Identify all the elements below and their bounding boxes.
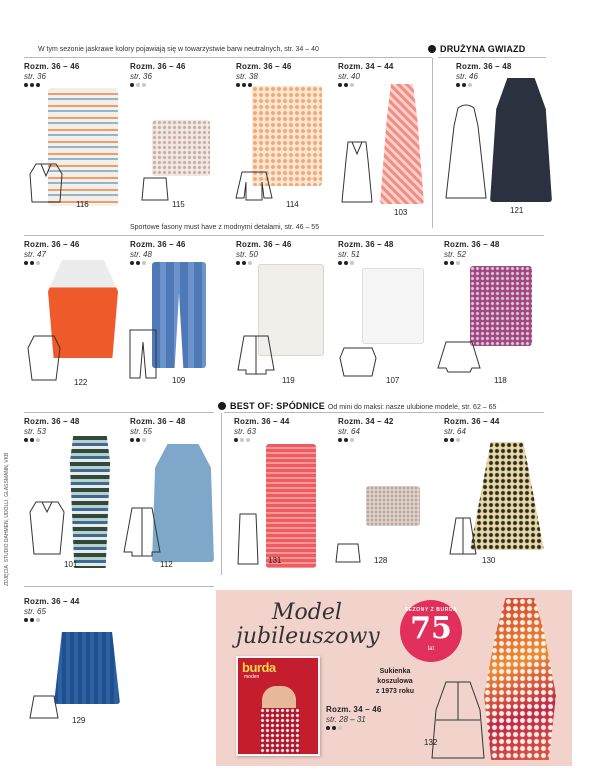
difficulty-dot-filled-icon <box>24 261 28 265</box>
pattern-card-121[interactable] <box>456 62 512 88</box>
promo-subtitle-line2: z 1973 roku <box>375 688 415 695</box>
badge-unit: lat <box>427 646 435 652</box>
section-note-sport: Sportowe fasony must have z modnymi detalami, str. 46 – 55 <box>130 224 320 231</box>
badge-caption: SEZONY Z BURDĄ <box>404 607 458 613</box>
page-ref: str. 53 <box>24 427 46 436</box>
pattern-card-115[interactable] <box>130 62 186 88</box>
page-ref: str. 48 <box>130 250 152 259</box>
difficulty-dot-filled-icon <box>130 438 134 442</box>
promo-subtitle <box>362 667 428 697</box>
garment-sketch <box>338 346 378 378</box>
difficulty-dots <box>24 618 80 623</box>
promo-subtitle-line1: Sukienka koszulowa <box>377 668 413 685</box>
size-range: Rozm. 34 – 46 <box>326 705 382 714</box>
difficulty-dot-filled-icon <box>130 261 134 265</box>
pattern-card-116[interactable] <box>24 62 80 88</box>
page-ref: str. 64 <box>444 427 466 436</box>
size-range: Rozm. 36 – 46 <box>24 62 80 71</box>
garment-photo-dress <box>380 84 424 204</box>
photo-credit: ZDJĘCIA: STUDIO DAHMEN, UDOLLI, GLASSMANN, VKB <box>4 452 10 586</box>
garment-photo-hoodie-dress <box>490 78 552 202</box>
size-range: Rozm. 36 – 44 <box>24 597 80 606</box>
garment-sketch <box>430 680 486 760</box>
difficulty-dot-filled-icon <box>236 83 240 87</box>
model-number: 132 <box>424 738 438 747</box>
size-range: Rozm. 34 – 44 <box>338 62 394 71</box>
size-range: Rozm. 36 – 46 <box>130 62 186 71</box>
difficulty-dots <box>130 438 186 443</box>
magazine-brand-logo: burda <box>242 660 276 675</box>
difficulty-dot-empty-icon <box>36 261 40 265</box>
promo-title-line2: jubileuszowy <box>236 624 380 649</box>
garment-photo-jacket <box>470 266 532 346</box>
garment-sketch <box>26 160 66 206</box>
garment-sketch <box>334 542 362 564</box>
size-range: Rozm. 36 – 48 <box>444 240 500 249</box>
size-range: Rozm. 34 – 42 <box>338 417 394 426</box>
magazine-brand-sub: moden <box>244 674 260 680</box>
difficulty-dot-filled-icon <box>30 83 34 87</box>
magazine-cover-image <box>236 656 320 756</box>
page-ref: str. 50 <box>236 250 258 259</box>
model-number: 130 <box>482 556 496 565</box>
pattern-card-119[interactable] <box>236 240 292 266</box>
garment-sketch <box>340 140 374 204</box>
garment-sketch <box>128 328 158 380</box>
difficulty-dot-filled-icon <box>24 83 28 87</box>
difficulty-dots <box>338 83 394 88</box>
garment-sketch <box>234 168 274 204</box>
difficulty-dot-empty-icon <box>350 83 354 87</box>
garment-sketch <box>236 512 260 566</box>
size-range: Rozm. 36 – 48 <box>456 62 512 71</box>
difficulty-dot-filled-icon <box>30 261 34 265</box>
difficulty-dot-empty-icon <box>456 261 460 265</box>
garment-sketch <box>140 176 170 202</box>
page-ref: str. 38 <box>236 72 258 81</box>
pattern-card-131[interactable] <box>234 417 290 443</box>
pattern-card-130[interactable] <box>444 417 500 443</box>
difficulty-dot-empty-icon <box>338 726 342 730</box>
pattern-card-118[interactable] <box>444 240 500 266</box>
size-range: Rozm. 36 – 46 <box>24 240 80 249</box>
pattern-card-114[interactable] <box>236 62 292 88</box>
page-ref: str. 40 <box>338 72 360 81</box>
size-range: Rozm. 36 – 46 <box>236 240 292 249</box>
garment-photo-skirt <box>152 120 210 176</box>
divider-vertical <box>221 413 222 575</box>
garment-photo-denim-skirt <box>54 632 120 704</box>
pattern-card-128[interactable] <box>338 417 394 443</box>
garment-sketch <box>448 516 478 556</box>
garment-sketch <box>442 104 490 200</box>
difficulty-dot-filled-icon <box>332 726 336 730</box>
difficulty-dot-empty-icon <box>142 261 146 265</box>
difficulty-dots <box>24 438 80 443</box>
model-number: 116 <box>76 200 89 209</box>
difficulty-dot-filled-icon <box>444 261 448 265</box>
bullet-dot-icon <box>218 402 226 410</box>
bullet-dot-icon <box>428 45 436 53</box>
difficulty-dot-filled-icon <box>36 83 40 87</box>
page-ref: str. 55 <box>130 427 152 436</box>
size-range: Rozm. 36 – 48 <box>338 240 394 249</box>
difficulty-dot-empty-icon <box>246 438 250 442</box>
section-note-colors: W tym sezonie jaskrawe kolory pojawiają się w towarzystwie barw neutralnych, str. 34 – 40 <box>38 46 319 53</box>
section-title-best-of <box>218 401 496 411</box>
difficulty-dot-empty-icon <box>136 83 140 87</box>
difficulty-dot-filled-icon <box>136 261 140 265</box>
pattern-card-132[interactable] <box>326 705 382 731</box>
section-title-best-of-label: BEST OF: SPÓDNICE <box>230 401 325 411</box>
cover-dress <box>260 708 300 756</box>
difficulty-dot-empty-icon <box>142 83 146 87</box>
model-number: 107 <box>386 376 400 385</box>
difficulty-dot-empty-icon <box>350 438 354 442</box>
model-number: 103 <box>394 208 408 217</box>
difficulty-dot-filled-icon <box>136 438 140 442</box>
difficulty-dots <box>456 83 512 88</box>
difficulty-dot-filled-icon <box>248 83 252 87</box>
difficulty-dot-filled-icon <box>338 261 342 265</box>
difficulty-dot-filled-icon <box>242 261 246 265</box>
garment-sketch <box>28 694 60 720</box>
divider-vertical <box>432 58 433 228</box>
size-range: Rozm. 36 – 44 <box>234 417 290 426</box>
difficulty-dot-filled-icon <box>450 261 454 265</box>
page-ref: str. 28 – 31 <box>326 715 366 724</box>
garment-sketch <box>26 334 62 382</box>
pattern-card-129[interactable] <box>24 597 80 623</box>
difficulty-dots <box>234 438 290 443</box>
garment-sketch <box>122 506 162 558</box>
model-number: 119 <box>282 376 295 385</box>
divider <box>24 57 432 58</box>
page-ref: str. 46 <box>456 72 478 81</box>
model-number: 114 <box>286 200 299 209</box>
garment-photo-maxi-skirt <box>266 444 316 568</box>
divider <box>24 586 214 587</box>
size-range: Rozm. 36 – 44 <box>444 417 500 426</box>
difficulty-dot-filled-icon <box>326 726 330 730</box>
difficulty-dot-filled-icon <box>130 83 134 87</box>
section-title-druzyna <box>428 44 525 54</box>
difficulty-dot-filled-icon <box>242 83 246 87</box>
difficulty-dots <box>338 261 394 266</box>
garment-photo-midi-skirt <box>470 442 544 550</box>
difficulty-dot-filled-icon <box>234 438 238 442</box>
garment-photo-knit-dress <box>62 436 118 568</box>
difficulty-dots <box>130 83 186 88</box>
difficulty-dot-filled-icon <box>462 83 466 87</box>
difficulty-dot-empty-icon <box>248 261 252 265</box>
garment-sketch <box>436 340 482 374</box>
pattern-card-101[interactable] <box>24 417 80 443</box>
pattern-card-103[interactable] <box>338 62 394 88</box>
difficulty-dot-filled-icon <box>236 261 240 265</box>
difficulty-dot-empty-icon <box>240 438 244 442</box>
section-title-druzyna-label: DRUŻYNA GWIAZD <box>440 44 526 54</box>
page-ref: str. 65 <box>24 607 46 616</box>
promo-title-line1: Model <box>272 600 342 625</box>
page-ref: str. 47 <box>24 250 46 259</box>
difficulty-dot-filled-icon <box>344 438 348 442</box>
difficulty-dot-filled-icon <box>450 438 454 442</box>
size-range: Rozm. 36 – 46 <box>130 240 186 249</box>
garment-photo-mini-skirt <box>366 486 420 526</box>
difficulty-dot-filled-icon <box>344 261 348 265</box>
size-range: Rozm. 36 – 48 <box>24 417 80 426</box>
difficulty-dot-filled-icon <box>338 438 342 442</box>
divider <box>224 412 544 413</box>
model-number: 131 <box>268 556 282 565</box>
difficulty-dots <box>326 726 382 731</box>
model-number: 115 <box>172 200 185 209</box>
page-ref: str. 51 <box>338 250 360 259</box>
difficulty-dot-empty-icon <box>468 83 472 87</box>
difficulty-dot-empty-icon <box>36 438 40 442</box>
size-range: Rozm. 36 – 46 <box>236 62 292 71</box>
badge-number: 75 <box>410 611 452 646</box>
model-number: 118 <box>494 376 507 385</box>
page-ref: str. 64 <box>338 427 360 436</box>
garment-sketch <box>28 500 66 556</box>
divider <box>24 235 544 236</box>
difficulty-dot-empty-icon <box>36 618 40 622</box>
difficulty-dot-filled-icon <box>30 438 34 442</box>
page-ref: str. 36 <box>24 72 46 81</box>
difficulty-dot-filled-icon <box>444 438 448 442</box>
difficulty-dot-empty-icon <box>456 438 460 442</box>
model-number: 109 <box>172 376 186 385</box>
section-title-best-of-sub: Od mini do maksi: nasze ulubione modele, str. 62 – 65 <box>327 404 497 411</box>
size-range: Rozm. 36 – 48 <box>130 417 186 426</box>
page-ref: str. 63 <box>234 427 256 436</box>
garment-sketch <box>236 334 276 376</box>
anniversary-badge <box>400 600 462 662</box>
divider <box>24 412 214 413</box>
model-number: 121 <box>510 206 524 215</box>
difficulty-dot-filled-icon <box>344 83 348 87</box>
difficulty-dot-filled-icon <box>30 618 34 622</box>
model-number: 101 <box>64 560 78 569</box>
pattern-card-112[interactable] <box>130 417 186 443</box>
difficulty-dot-filled-icon <box>338 83 342 87</box>
model-number: 112 <box>160 560 173 569</box>
model-number: 129 <box>72 716 86 725</box>
garment-photo-top <box>362 268 424 344</box>
divider <box>438 57 546 58</box>
difficulty-dot-filled-icon <box>24 618 28 622</box>
difficulty-dot-empty-icon <box>142 438 146 442</box>
model-number: 122 <box>74 378 88 387</box>
pattern-card-107[interactable] <box>338 240 394 266</box>
model-number: 128 <box>374 556 388 565</box>
difficulty-dot-filled-icon <box>456 83 460 87</box>
page-ref: str. 52 <box>444 250 466 259</box>
page-ref: str. 36 <box>130 72 152 81</box>
difficulty-dot-filled-icon <box>24 438 28 442</box>
difficulty-dot-empty-icon <box>350 261 354 265</box>
difficulty-dots <box>338 438 394 443</box>
garment-photo-trousers <box>152 262 206 368</box>
